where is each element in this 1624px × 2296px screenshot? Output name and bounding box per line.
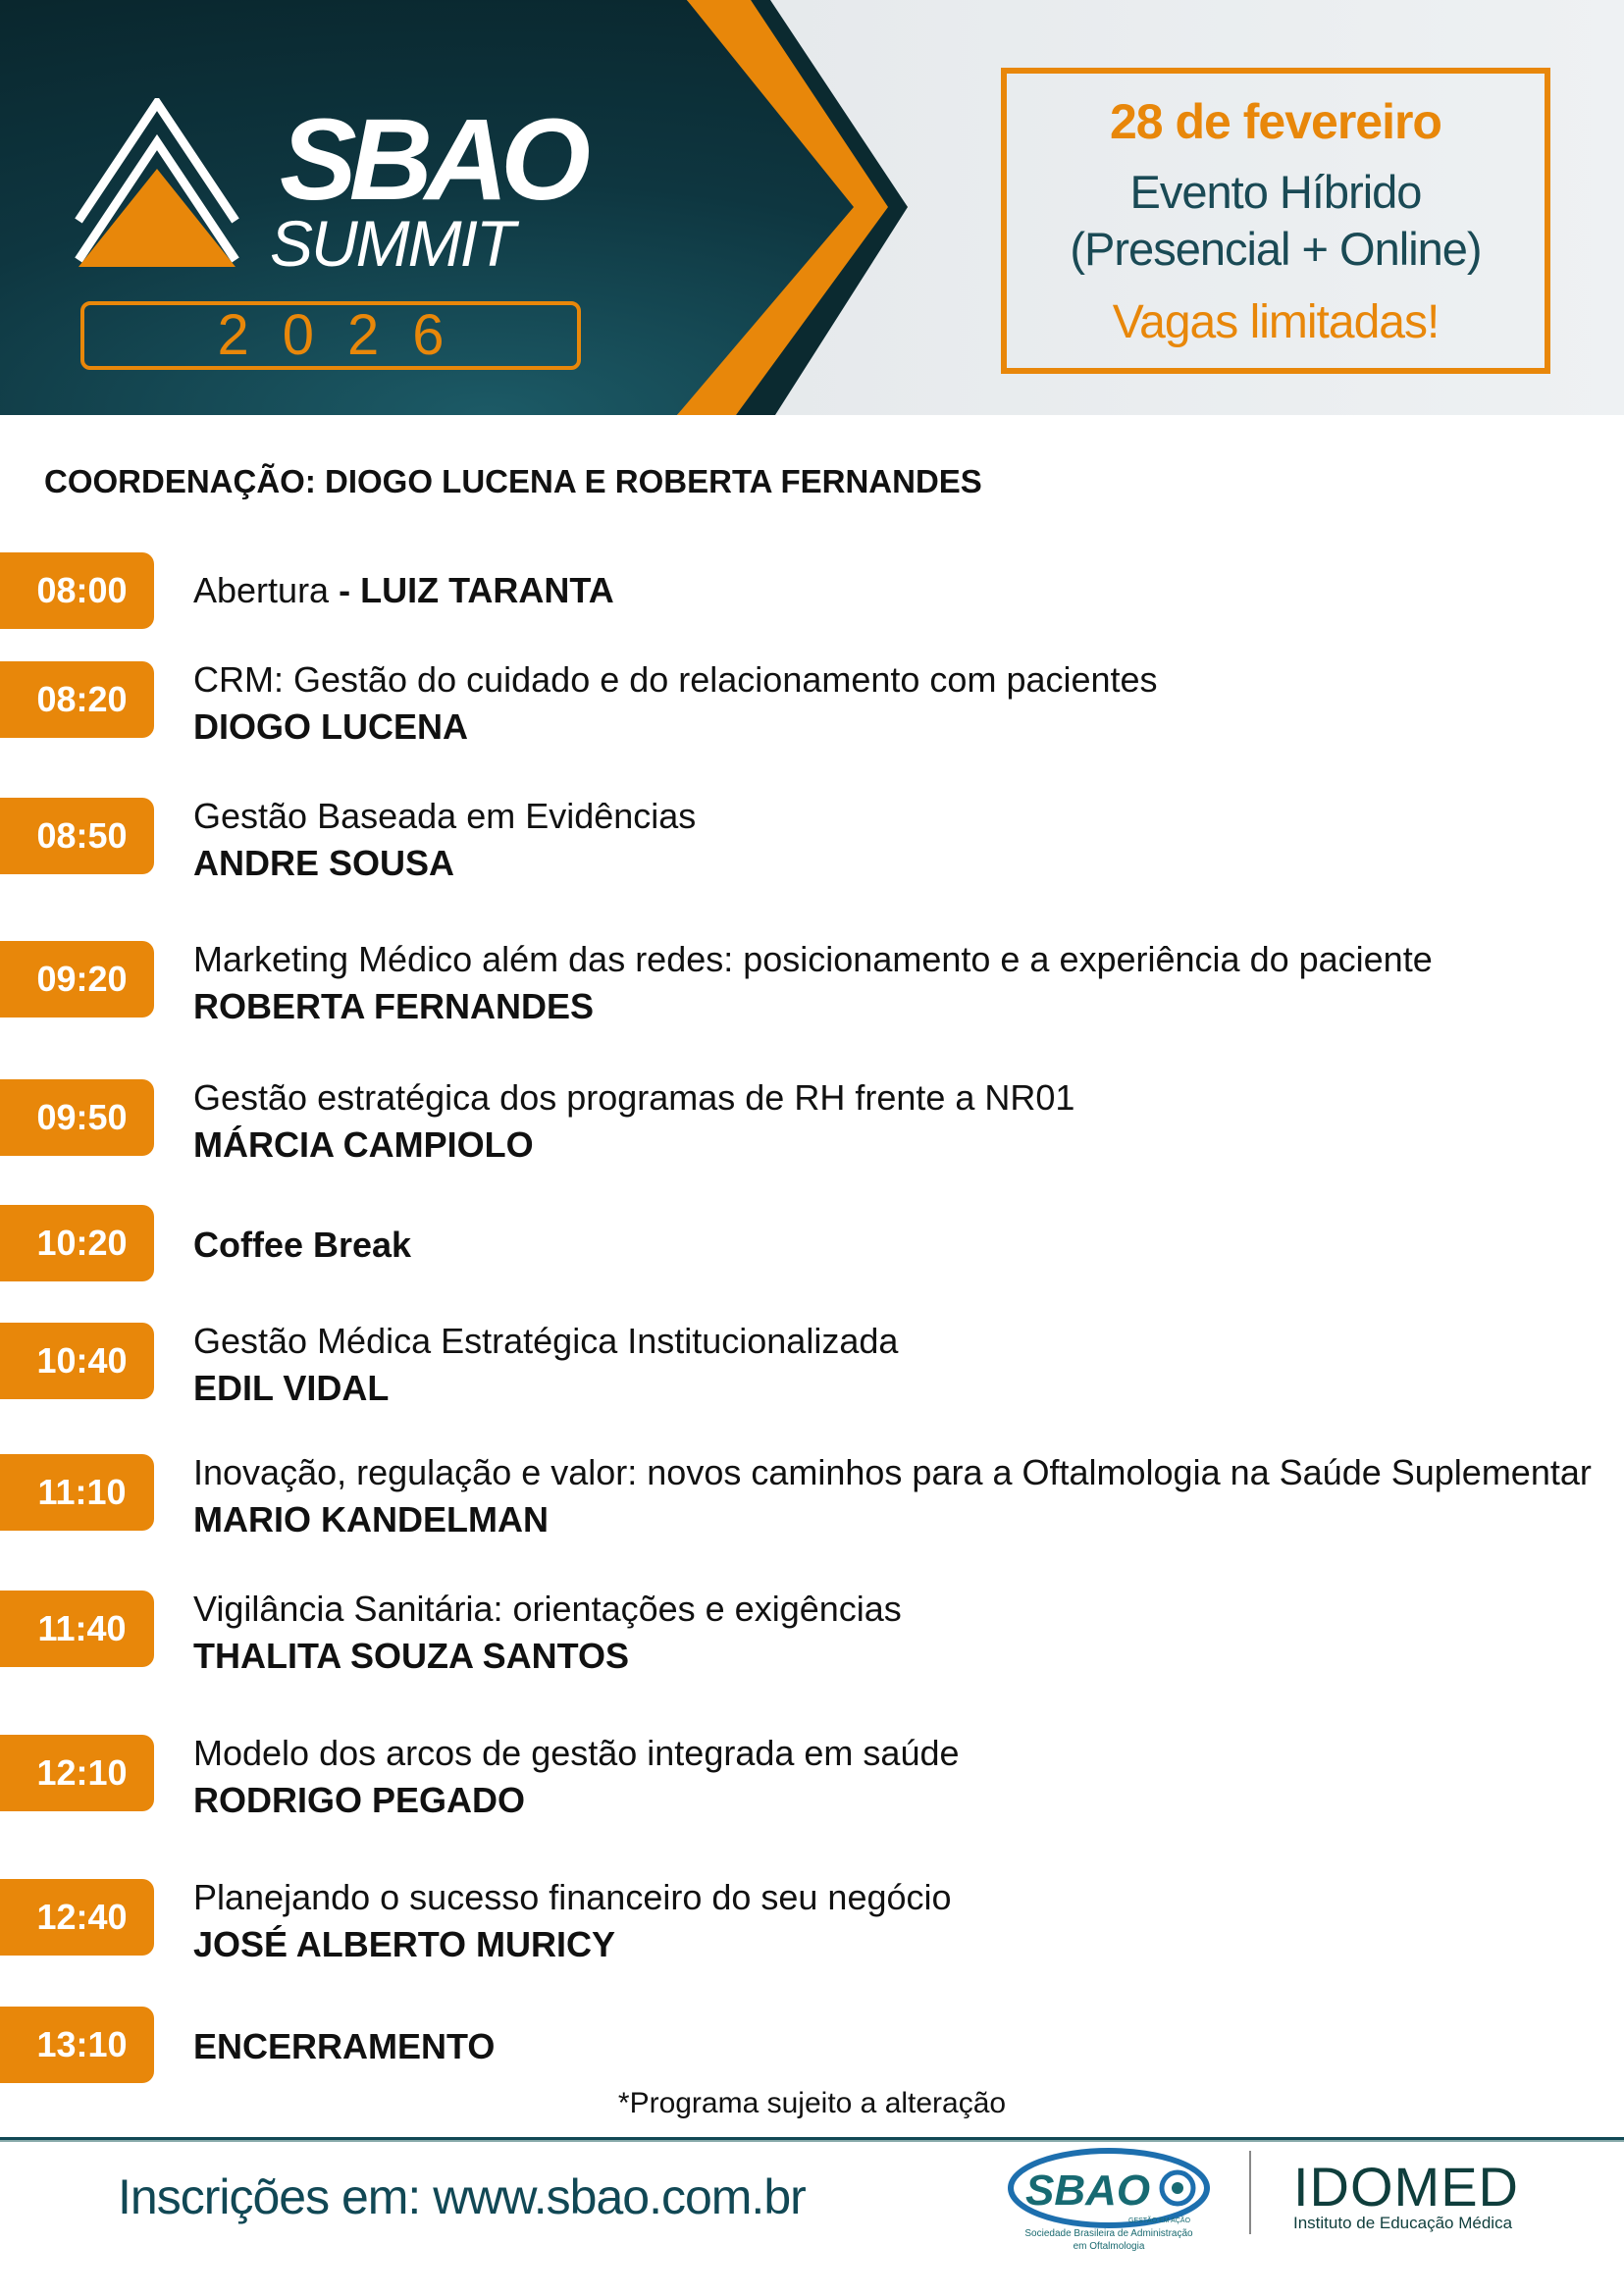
- speaker-name: RODRIGO PEGADO: [193, 1780, 526, 1820]
- header-banner: [0, 0, 1624, 415]
- time-badge: 13:10: [0, 2007, 154, 2083]
- idomed-logo: IDOMED: [1293, 2156, 1519, 2218]
- sbao-fullname-line1: Sociedade Brasileira de Administração: [1024, 2228, 1193, 2239]
- session-title: CRM: Gestão do cuidado e do relacionamento com pacientes: [193, 659, 1158, 700]
- time-badge: 09:20: [0, 941, 154, 1018]
- disclaimer-note: *Programa sujeito a alteração: [617, 2087, 1007, 2119]
- sbao-tag: GESTÃO EM AÇÃO: [1128, 2218, 1191, 2224]
- session-title: Coffee Break: [193, 1225, 412, 1265]
- speaker-name: MARIO KANDELMAN: [193, 1499, 549, 1539]
- sbao-fullname: [1001, 2227, 1217, 2253]
- coordination-heading: COORDENAÇÃO: DIOGO LUCENA E ROBERTA FERNANDES: [44, 463, 982, 499]
- session-title: Marketing Médico além das redes: posicionamento e a experiência do paciente: [193, 939, 1433, 979]
- triangle-logo-icon: [74, 98, 240, 275]
- speaker-name: JOSÉ ALBERTO MURICY: [193, 1924, 616, 1964]
- speaker-name: EDIL VIDAL: [193, 1368, 390, 1408]
- event-type: [1007, 164, 1545, 278]
- registration-link[interactable]: Inscrições em: www.sbao.com.br: [118, 2169, 806, 2224]
- time-badge: 12:10: [0, 1735, 154, 1811]
- event-type-line1: Evento Híbrido: [1129, 166, 1422, 218]
- speaker-name: ROBERTA FERNANDES: [193, 986, 595, 1026]
- event-info-box: [1001, 68, 1550, 374]
- speaker-name: MÁRCIA CAMPIOLO: [193, 1124, 534, 1165]
- time-badge: 11:10: [0, 1454, 154, 1531]
- time-badge: 11:40: [0, 1591, 154, 1667]
- session-title: Gestão Baseada em Evidências: [193, 796, 697, 836]
- session-title: ENCERRAMENTO: [193, 2026, 496, 2066]
- session-title: Gestão Médica Estratégica Institucionalizada: [193, 1321, 899, 1361]
- session-title: Gestão estratégica dos programas de RH frente a NR01: [193, 1077, 1075, 1118]
- availability-text: Vagas limitadas!: [1112, 296, 1440, 348]
- time-badge: 08:20: [0, 661, 154, 738]
- session-line: [193, 567, 614, 614]
- time-badge: 08:50: [0, 798, 154, 874]
- time-badge: 08:00: [0, 552, 154, 629]
- time-badge: 12:40: [0, 1879, 154, 1956]
- brand-logo: SBAO: [280, 95, 583, 225]
- event-type-line2: (Presencial + Online): [1070, 223, 1482, 275]
- event-date: 28 de fevereiro: [1110, 94, 1441, 149]
- year-badge: 2026: [80, 301, 581, 370]
- sbao-fullname-line2: em Oftalmologia: [1073, 2241, 1145, 2252]
- session-title: Planejando o sucesso financeiro do seu negócio: [193, 1877, 952, 1917]
- speaker-name: THALITA SOUZA SANTOS: [193, 1636, 629, 1676]
- session-title: Vigilância Sanitária: orientações e exigências: [193, 1589, 902, 1629]
- footer-divider: [0, 2137, 1624, 2142]
- sbao-logo-text: SBAO: [1025, 2166, 1151, 2215]
- idomed-subtitle: Instituto de Educação Médica: [1293, 2214, 1513, 2232]
- speaker-name: DIOGO LUCENA: [193, 706, 469, 747]
- time-badge: 10:20: [0, 1205, 154, 1281]
- speaker-name: - LUIZ TARANTA: [339, 570, 614, 610]
- session-title: Inovação, regulação e valor: novos caminhos para a Oftalmologia na Saúde Suplementar: [193, 1452, 1592, 1492]
- logo-divider: [1249, 2151, 1251, 2234]
- time-badge: 10:40: [0, 1323, 154, 1399]
- session-title: Modelo dos arcos de gestão integrada em saúde: [193, 1733, 960, 1773]
- brand-subtitle: SUMMIT: [270, 207, 514, 280]
- time-badge: 09:50: [0, 1079, 154, 1156]
- session-title: Abertura: [193, 570, 330, 610]
- speaker-name: ANDRE SOUSA: [193, 843, 455, 883]
